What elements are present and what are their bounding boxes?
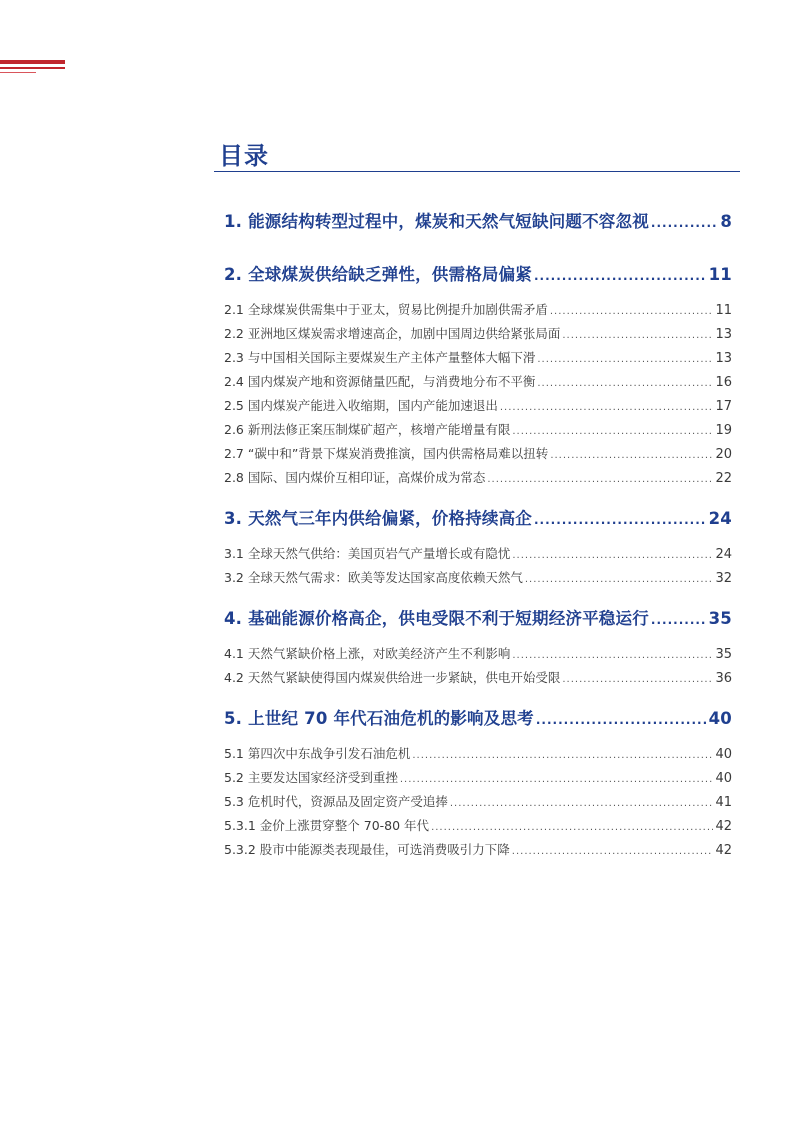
toc-entry-label: 4.2 天然气紧缺使得国内煤炭供给进一步紧缺，供电开始受限 [224, 670, 561, 685]
toc-entry-label: 3.2 全球天然气需求：欧美等发达国家高度依赖天然气 [224, 570, 523, 585]
toc-entry-2-5[interactable] [224, 396, 732, 416]
toc-entry-page: 24 [708, 509, 732, 528]
toc-entry-page: 8 [720, 212, 732, 231]
toc-entry-label: 2.5 国内煤炭产能进入收缩期，国内产能加速退出 [224, 398, 498, 413]
dot-leader [534, 507, 707, 532]
dot-leader [550, 444, 713, 466]
toc-entry-page: 32 [715, 571, 732, 586]
toc-entry-page: 11 [708, 265, 732, 284]
toc-entry-2-3[interactable] [224, 348, 732, 368]
toc-entry-page: 42 [715, 843, 732, 858]
toc-entry-5-3-1[interactable] [224, 816, 732, 836]
toc-entry-2-6[interactable] [224, 420, 732, 440]
toc-entry-page: 22 [715, 471, 732, 486]
toc-entry-2-1[interactable] [224, 300, 732, 320]
toc-entry-label: 5.3 危机时代，资源品及固定资产受追捧 [224, 794, 448, 809]
toc-entry-label: 2.6 新刑法修正案压制煤矿超产，核增产能增量有限 [224, 422, 511, 437]
toc-entry-label: 2.1 全球煤炭供需集中于亚太，贸易比例提升加剧供需矛盾 [224, 302, 548, 317]
toc-entry-1[interactable] [224, 210, 732, 234]
decor-bar-bottom [0, 72, 36, 73]
toc-entry-2-2[interactable] [224, 324, 732, 344]
toc-entry-4-2[interactable] [224, 668, 732, 688]
toc-entry-5-3[interactable] [224, 792, 732, 812]
toc-entry-5[interactable] [224, 707, 732, 731]
toc-entry-label: 2.4 国内煤炭产地和资源储量匹配，与消费地分布不平衡 [224, 374, 536, 389]
toc-entry-page: 40 [708, 709, 732, 728]
toc-entry-5-3-2[interactable] [224, 840, 732, 860]
toc-entry-label: 2.3 与中国相关国际主要煤炭生产主体产量整体大幅下滑 [224, 350, 536, 365]
toc-entry-page: 24 [715, 547, 732, 562]
dot-leader [536, 707, 707, 732]
toc-entry-label: 5.3.1 金价上涨贯穿整个 70-80 年代 [224, 818, 430, 833]
dot-leader [431, 816, 713, 838]
toc-entry-page: 13 [715, 327, 732, 342]
dot-leader [525, 568, 714, 590]
title-divider [214, 171, 740, 172]
dot-leader [512, 544, 713, 566]
toc-entry-label: 4.1 天然气紧缺价格上涨，对欧美经济产生不利影响 [224, 646, 511, 661]
dot-leader [651, 607, 707, 632]
toc-entry-page: 36 [715, 671, 732, 686]
toc-entry-label: 5.3.2 股市中能源类表现最佳，可选消费吸引力下降 [224, 842, 510, 857]
toc-entry-2-4[interactable] [224, 372, 732, 392]
toc-entry-page: 11 [715, 303, 732, 318]
dot-leader [512, 420, 713, 442]
toc-entry-label: 5. 上世纪 70 年代石油危机的影响及思考 [224, 709, 534, 728]
toc-entry-label: 5.1 第四次中东战争引发石油危机 [224, 746, 411, 761]
dot-leader [512, 840, 714, 862]
dot-leader [534, 263, 707, 288]
dot-leader [487, 468, 713, 490]
toc-entry-page: 13 [715, 351, 732, 366]
toc-entry-3-2[interactable] [224, 568, 732, 588]
toc-entry-page: 20 [715, 447, 732, 462]
dot-leader [651, 210, 718, 235]
toc-entry-page: 41 [715, 795, 732, 810]
toc-entry-3[interactable] [224, 507, 732, 531]
toc-entry-2[interactable] [224, 263, 732, 287]
decor-bar-top [0, 60, 65, 64]
toc-entry-page: 17 [715, 399, 732, 414]
toc-entry-2-7[interactable] [224, 444, 732, 464]
toc-entry-2-8[interactable] [224, 468, 732, 488]
dot-leader [500, 396, 714, 418]
dot-leader [562, 668, 713, 690]
toc-entry-label: 2.7 “碳中和”背景下煤炭消费推演，国内供需格局难以扭转 [224, 446, 549, 461]
dot-leader [400, 768, 714, 790]
toc-entry-page: 40 [715, 771, 732, 786]
dot-leader [550, 300, 714, 322]
toc-entry-4[interactable] [224, 607, 732, 631]
toc-title: 目录 [219, 142, 269, 170]
toc-entry-page: 35 [715, 647, 732, 662]
toc-entry-5-1[interactable] [224, 744, 732, 764]
dot-leader [450, 792, 714, 814]
toc-entry-page: 16 [715, 375, 732, 390]
decor-bar-middle [0, 67, 65, 69]
dot-leader [537, 348, 713, 370]
toc-entry-label: 1. 能源结构转型过程中，煤炭和天然气短缺问题不容忽视 [224, 212, 649, 231]
toc-entry-page: 35 [708, 609, 732, 628]
toc-entry-page: 42 [715, 819, 732, 834]
toc-entry-label: 2.2 亚洲地区煤炭需求增速高企，加剧中国周边供给紧张局面 [224, 326, 561, 341]
dot-leader [537, 372, 713, 394]
toc-entry-page: 40 [715, 747, 732, 762]
toc-entry-label: 3.1 全球天然气供给：美国页岩气产量增长或有隐忧 [224, 546, 511, 561]
dot-leader [512, 644, 713, 666]
dot-leader [412, 744, 713, 766]
toc-entry-label: 4. 基础能源价格高企，供电受限不利于短期经济平稳运行 [224, 609, 649, 628]
toc-entry-label: 2.8 国际、国内煤价互相印证，高煤价成为常态 [224, 470, 486, 485]
toc-entry-3-1[interactable] [224, 544, 732, 564]
toc-entry-4-1[interactable] [224, 644, 732, 664]
toc-entry-5-2[interactable] [224, 768, 732, 788]
toc-entry-label: 3. 天然气三年内供给偏紧，价格持续高企 [224, 509, 532, 528]
dot-leader [562, 324, 713, 346]
toc-entry-page: 19 [715, 423, 732, 438]
toc-entry-label: 5.2 主要发达国家经济受到重挫 [224, 770, 398, 785]
toc-entry-label: 2. 全球煤炭供给缺乏弹性，供需格局偏紧 [224, 265, 532, 284]
